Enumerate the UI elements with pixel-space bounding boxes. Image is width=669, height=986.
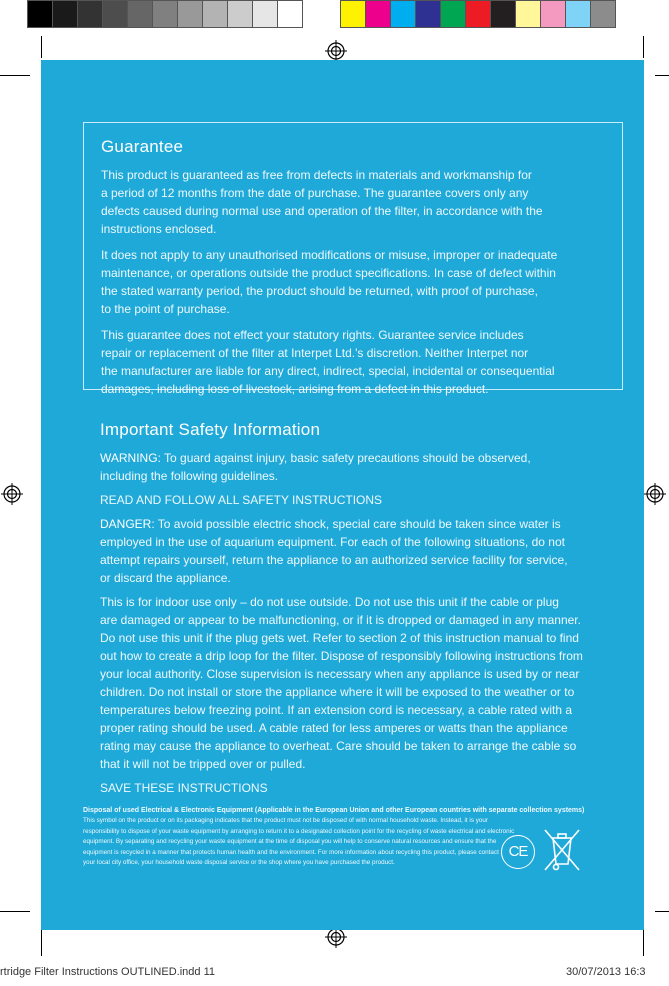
file-slug: rtridge Filter Instructions OUTLINED.indd 11 — [0, 966, 215, 978]
safety-section — [100, 420, 583, 803]
warning-label: WARNING — [100, 451, 158, 465]
guarantee-section — [83, 122, 623, 396]
color-swatch — [490, 0, 516, 28]
crop-mark — [0, 911, 30, 912]
ce-mark-icon: CE — [501, 835, 535, 869]
indoor-use-paragraph: This is for indoor use only – do not use outside. Do not use this unit if the cable or plug are damaged or appear to be malfunctioning, or if it is dropped or damaged in any manner. Do not use this unit if the plug gets wet. Refer to section 2 of this instruction manual to find out how to create a drip loop for the filter. Dispose of responsibly following instructions from your local authority. Close supervision is necessary when any appliance is used by or near children. Do not install or store the appliance where it will be exposed to the weather or to temperatures below freezing point. If an extension cord is necessary, a cable rated with a proper rating should be used. A cable rated for less amperes or watts than the appliance rating may cause the appliance to overheat. Care should be taken to arrange the cable so that it will not be tripped over or pulled. — [100, 595, 583, 771]
color-swatch — [127, 0, 153, 28]
crop-mark — [41, 930, 42, 956]
crop-mark — [0, 75, 30, 76]
color-scale-bar — [340, 0, 615, 30]
danger-label: DANGER — [100, 517, 152, 531]
color-swatch — [340, 0, 366, 28]
crossed-out-wheelie-bin-icon — [541, 826, 583, 874]
save-instructions: SAVE THESE INSTRUCTIONS — [100, 781, 268, 795]
color-swatch — [515, 0, 541, 28]
color-swatch — [202, 0, 228, 28]
registration-mark-icon — [644, 483, 666, 505]
date-slug: 30/07/2013 16:3 — [566, 966, 646, 978]
color-swatch — [227, 0, 253, 28]
read-follow-instructions: READ AND FOLLOW ALL SAFETY INSTRUCTIONS — [100, 493, 383, 507]
crop-mark — [643, 930, 644, 956]
crop-mark — [655, 75, 669, 76]
warning-paragraph: WARNING: To guard against injury, basic safety precautions should be observed, including the following guidelines. — [100, 451, 531, 483]
color-swatch — [52, 0, 78, 28]
color-swatch — [465, 0, 491, 28]
color-swatch — [590, 0, 616, 28]
color-swatch — [27, 0, 53, 28]
color-swatch — [390, 0, 416, 28]
guarantee-paragraph-3: This guarantee does not effect your statutory rights. Guarantee service includes repair or replacement of the filter at Interpet Ltd.'s discretion. Neither Interpet nor the manufacturer are liable for any direct, indirect, special, incidental or consequential damages, including loss of livestock, arising from a defect in this product. — [101, 328, 555, 396]
color-swatch — [365, 0, 391, 28]
color-swatch — [77, 0, 103, 28]
color-swatch — [277, 0, 303, 28]
danger-paragraph: DANGER: To avoid possible electric shock, special care should be taken since water is employed in the use of aquarium equipment. For each of the following situations, do not attempt repairs yourself, return the appliance to an authorized service facility for service, or discard the appliance. — [100, 517, 568, 585]
grey-scale-bar — [27, 0, 302, 30]
color-swatch — [415, 0, 441, 28]
color-swatch — [152, 0, 178, 28]
guarantee-title: Guarantee — [101, 137, 184, 156]
color-swatch — [440, 0, 466, 28]
crop-mark — [655, 911, 669, 912]
disposal-body: This symbol on the product or on its packaging indicates that the product must not be disposed of with normal household waste. Instead, it is your responsibility to dispose of your waste equipment by arranging to return it to a designated collection point for the recycling of waste electrical and electronic equipment. By separating and recycling your waste equipment at the time of disposal you will help to conserve natural resources and ensure that the equipment is recycled in a manner that protects human health and the environment. For more information about recycling this product, please contact your local city office, your household waste disposal service or the shop where you have purchased the product. — [83, 817, 515, 866]
instruction-page — [41, 60, 644, 930]
guarantee-paragraph-1: This product is guaranteed as free from defects in materials and workmanship for a period of 12 months from the date of purchase. The guarantee covers only any defects caused during normal use and operation of the filter, in accordance with the instructions enclosed. — [101, 168, 543, 236]
safety-title: Important Safety Information — [100, 420, 321, 439]
color-swatch — [252, 0, 278, 28]
disposal-notice — [83, 806, 585, 869]
color-swatch — [102, 0, 128, 28]
color-swatch — [540, 0, 566, 28]
crop-mark — [41, 36, 42, 58]
crop-mark — [643, 36, 644, 58]
registration-mark-icon — [1, 483, 23, 505]
guarantee-paragraph-2: It does not apply to any unauthorised modifications or misuse, improper or inadequate maintenance, or operations outside the product specifications. In case of defect within the stated warranty period, the product should be returned, with proof of purchase, to the point of purchase. — [101, 248, 558, 316]
color-swatch — [565, 0, 591, 28]
disposal-heading: Disposal of used Electrical & Electronic Equipment (Applicable in the European Union and other European countries with separate collection systems) — [83, 807, 585, 814]
registration-mark-icon — [325, 40, 347, 62]
color-swatch — [177, 0, 203, 28]
